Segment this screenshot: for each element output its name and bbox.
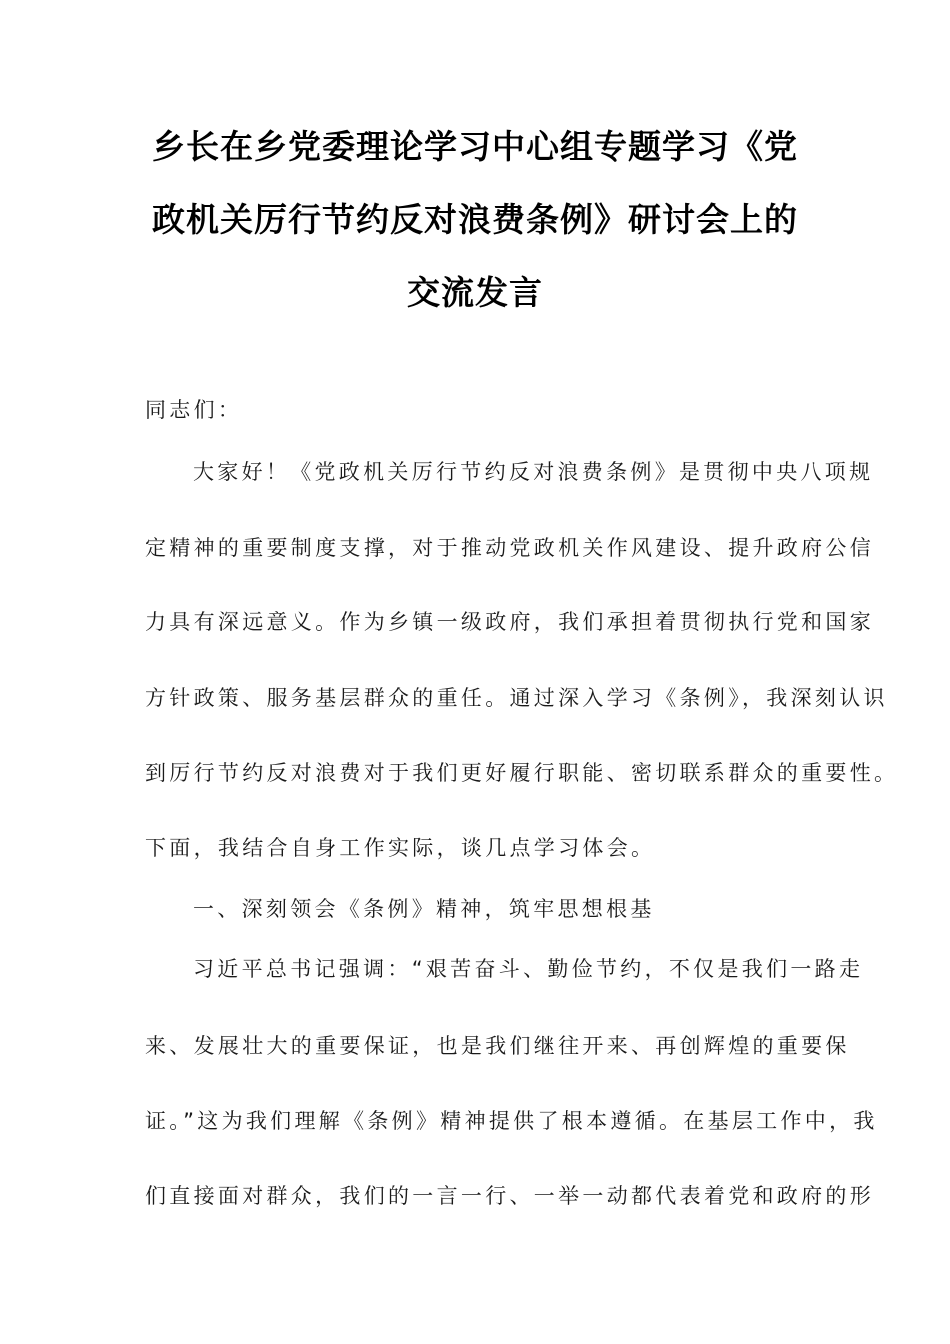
paragraph-line: 来、发展壮大的重要保证，也是我们继往开来、再创辉煌的重要保 (145, 1034, 850, 1058)
document-title-line-1: 乡长在乡党委理论学习中心组专题学习《党 (152, 127, 798, 166)
paragraph-line: 大家好！《党政机关厉行节约反对浪费条例》是贯彻中央八项规 (193, 460, 874, 484)
paragraph-line: 们直接面对群众，我们的一言一行、一举一动都代表着党和政府的形 (145, 1184, 874, 1208)
paragraph-line: 方针政策、服务基层群众的重任。通过深入学习《条例》，我深刻认识 (145, 686, 888, 710)
salutation: 同志们： (145, 398, 243, 422)
paragraph-line: 习近平总书记强调：“艰苦奋斗、勤俭节约，不仅是我们一路走 (193, 957, 864, 981)
section-heading: 一、深刻领会《条例》精神，筑牢思想根基 (193, 897, 655, 921)
paragraph-line: 下面，我结合自身工作实际，谈几点学习体会。 (145, 836, 656, 860)
document-title-line-3: 交流发言 (407, 273, 543, 312)
paragraph-line: 证。”这为我们理解《条例》精神提供了根本遵循。在基层工作中，我 (145, 1109, 878, 1133)
document-title-line-2: 政机关厉行节约反对浪费条例》研讨会上的 (152, 200, 798, 239)
paragraph-line: 到厉行节约反对浪费对于我们更好履行职能、密切联系群众的重要性。 (145, 761, 899, 785)
paragraph-line: 定精神的重要制度支撑，对于推动党政机关作风建设、提升政府公信 (145, 536, 874, 560)
paragraph-line: 力具有深远意义。作为乡镇一级政府，我们承担着贯彻执行党和国家 (145, 610, 874, 634)
